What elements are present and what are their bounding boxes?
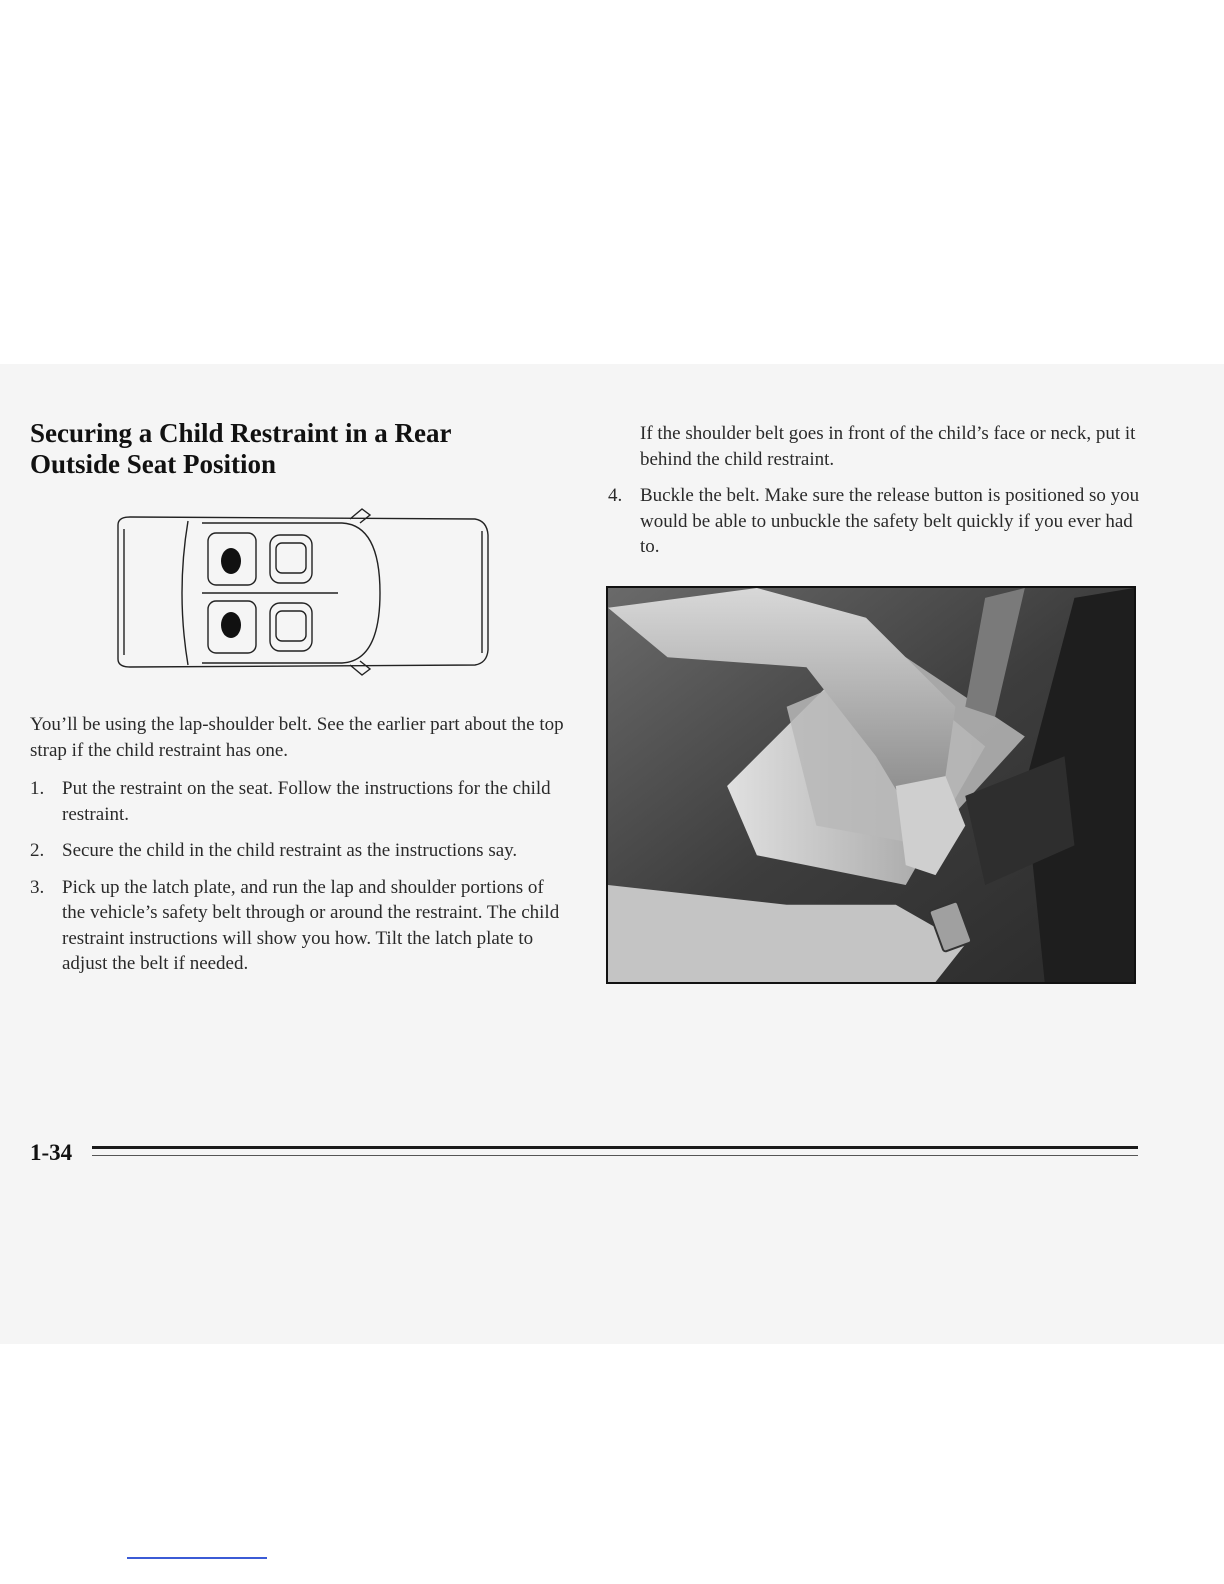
list-item bbox=[30, 776, 570, 827]
intro-paragraph: You’ll be using the lap-shoulder belt. See the earlier part about the top strap if the child restraint has one. bbox=[30, 714, 564, 761]
side-mirror-top bbox=[350, 509, 370, 523]
right-paragraph: If the shoulder belt goes in front of the child’s face or neck, put it behind the child restraint. bbox=[640, 423, 1136, 470]
vehicle-body-outline bbox=[118, 517, 488, 667]
heading-line-2: Outside Seat Position bbox=[30, 449, 277, 479]
list-item bbox=[30, 838, 570, 864]
heading-line-1: Securing a Child Restraint in a Rear bbox=[30, 418, 452, 448]
step-text: Pick up the latch plate, and run the lap and shoulder portions of the vehicle’s safety belt through or around the restraint. The child restraint instructions will show you how. Tilt the latch plate to adjust the belt if needed. bbox=[62, 876, 560, 974]
section-heading bbox=[30, 418, 550, 480]
left-steps-list bbox=[30, 776, 570, 988]
bottom-link-underline bbox=[127, 1557, 267, 1559]
list-item bbox=[30, 875, 570, 977]
footer-rule-thick bbox=[92, 1146, 1138, 1149]
step-number: 3. bbox=[30, 876, 45, 898]
step-text: Put the restraint on the seat. Follow the instructions for the child restraint. bbox=[62, 778, 551, 825]
footer-rule-thin bbox=[92, 1155, 1138, 1156]
step-number: 4. bbox=[608, 485, 623, 506]
step-number: 1. bbox=[30, 778, 45, 799]
page-number: 1-34 bbox=[30, 1140, 73, 1165]
step-number: 2. bbox=[30, 840, 45, 861]
right-steps-list bbox=[608, 483, 1153, 571]
step-text: Secure the child in the child restraint as the instructions say. bbox=[62, 840, 518, 861]
child-seat-marker-top bbox=[221, 548, 241, 574]
step-text: Buckle the belt. Make sure the release button is positioned so you would be able to unbuckle the safety belt quickly if you ever had to. bbox=[640, 485, 1140, 557]
child-seat-marker-bottom bbox=[221, 612, 241, 638]
vehicle-top-view-diagram bbox=[110, 505, 495, 680]
buckle-belt-photo bbox=[606, 586, 1136, 984]
vehicle-body-inner-line bbox=[124, 529, 482, 655]
windshield bbox=[342, 523, 380, 663]
side-mirror-bottom bbox=[350, 661, 370, 675]
rear-window bbox=[182, 521, 188, 665]
list-item bbox=[608, 483, 1153, 560]
